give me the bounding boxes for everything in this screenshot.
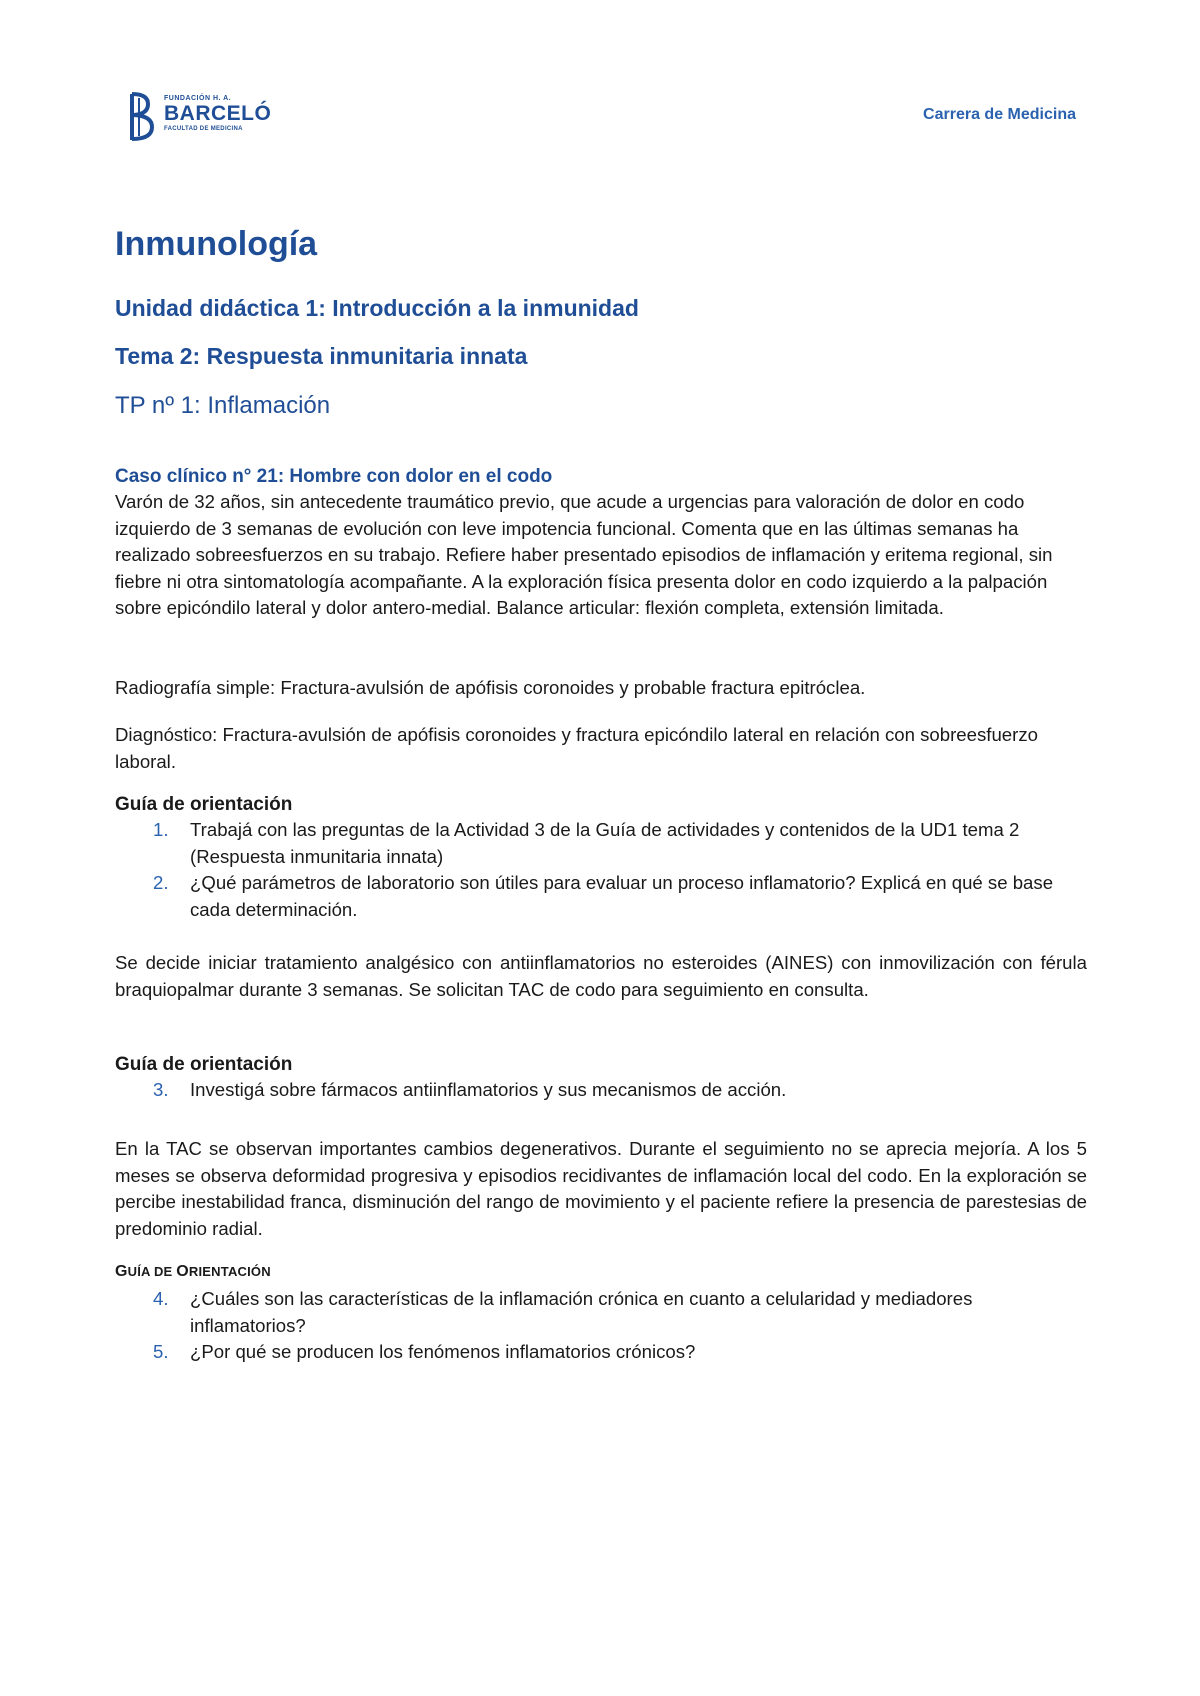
logo-wordmark [164,95,271,132]
radiography-paragraph: Radiografía simple: Fractura-avulsión de apófisis coronoides y probable fractura epitróclea. [115,677,866,698]
guide-title-3-part: G [115,1263,128,1280]
list-item [115,1077,1087,1104]
guide-title-1: Guía de orientación [115,794,293,815]
list-number: 4. [153,1288,169,1309]
list-text: ¿Cuáles son las características de la inflamación crónica en cuanto a celularidad y mediadores inflamatorios? [190,1288,973,1336]
treatment-paragraph: Se decide iniciar tratamiento analgésico con antiinflamatorios no esteroides (AINES) con inmovilización con férula braquiopalmar durante 3 semanas. Se solicitan TAC de codo para seguimiento en consulta. [115,952,1087,1000]
list-item [115,870,1087,923]
logo-faculty: FACULTAD DE MEDICINA [164,126,243,132]
list-number: 3. [153,1079,169,1100]
list-number: 2. [153,872,169,893]
guide-title-2: Guía de orientación [115,1054,293,1075]
list-item [115,817,1087,870]
list-item [115,1339,1087,1366]
question-list-2 [115,1077,1087,1104]
guide-title-3-part: O [176,1263,189,1280]
guide-title-3 [115,1263,271,1281]
guide-title-3-part: RIENTACIÓN [188,1264,271,1279]
followup-paragraph: En la TAC se observan importantes cambios degenerativos. Durante el seguimiento no se aprecia mejoría. A los 5 meses se observa deformidad progresiva y episodios recidivantes de inflamación local del codo. En la exploración se percibe inestabilidad franca, disminución del rango de movimiento y el paciente refiere la presencia de parestesias de predominio radial. [115,1138,1087,1239]
list-text: ¿Qué parámetros de laboratorio son útiles para evaluar un proceso inflamatorio? Explicá en qué se base cada determinación. [190,872,1054,920]
diagnosis-paragraph: Diagnóstico: Fractura-avulsión de apófisis coronoides y fractura epicóndilo lateral en relación con sobreesfuerzo laboral. [115,724,1038,772]
barcelo-logo-mark-icon [126,90,156,144]
unit-heading: Unidad didáctica 1: Introducción a la inmunidad [115,295,639,321]
list-text: Trabajá con las preguntas de la Actividad 3 de la Guía de actividades y contenidos de la UD1 tema 2 (Respuesta inmunitaria innata) [190,819,1020,867]
question-list-3 [115,1286,1087,1366]
barcelo-logo [126,90,286,144]
logo-foundation: FUNDACIÓN H. A. [164,95,232,102]
list-number: 1. [153,819,169,840]
guide-title-3-part: UÍA DE [127,1264,177,1279]
document-title: Inmunología [115,225,318,263]
list-number: 5. [153,1341,169,1362]
list-item [115,1286,1087,1339]
list-text: ¿Por qué se producen los fenómenos inflamatorios crónicos? [190,1341,696,1362]
tp-heading: TP nº 1: Inflamación [115,392,331,419]
question-list-1 [115,817,1087,923]
list-text: Investigá sobre fármacos antiinflamatorios y sus mecanismos de acción. [190,1079,787,1100]
logo-name: BARCELÓ [164,102,272,125]
case-title: Caso clínico n° 21: Hombre con dolor en el codo [115,466,553,487]
case-description: Varón de 32 años, sin antecedente traumático previo, que acude a urgencias para valoración de dolor en codo izquierdo de 3 semanas de evolución con leve impotencia funcional. Comenta que en las últimas semanas ha realizado sobreesfuerzos en su trabajo. Refiere haber presentado episodios de inflamación y eritema regional, sin fiebre ni otra sintomatología acompañante. A la exploración física presenta dolor en codo izquierdo a la palpación sobre epicóndilo lateral y dolor antero-medial. Balance articular: flexión completa, extensión limitada. [115,491,1053,618]
career-label: Carrera de Medicina [923,106,1076,123]
topic-heading: Tema 2: Respuesta inmunitaria innata [115,343,528,369]
